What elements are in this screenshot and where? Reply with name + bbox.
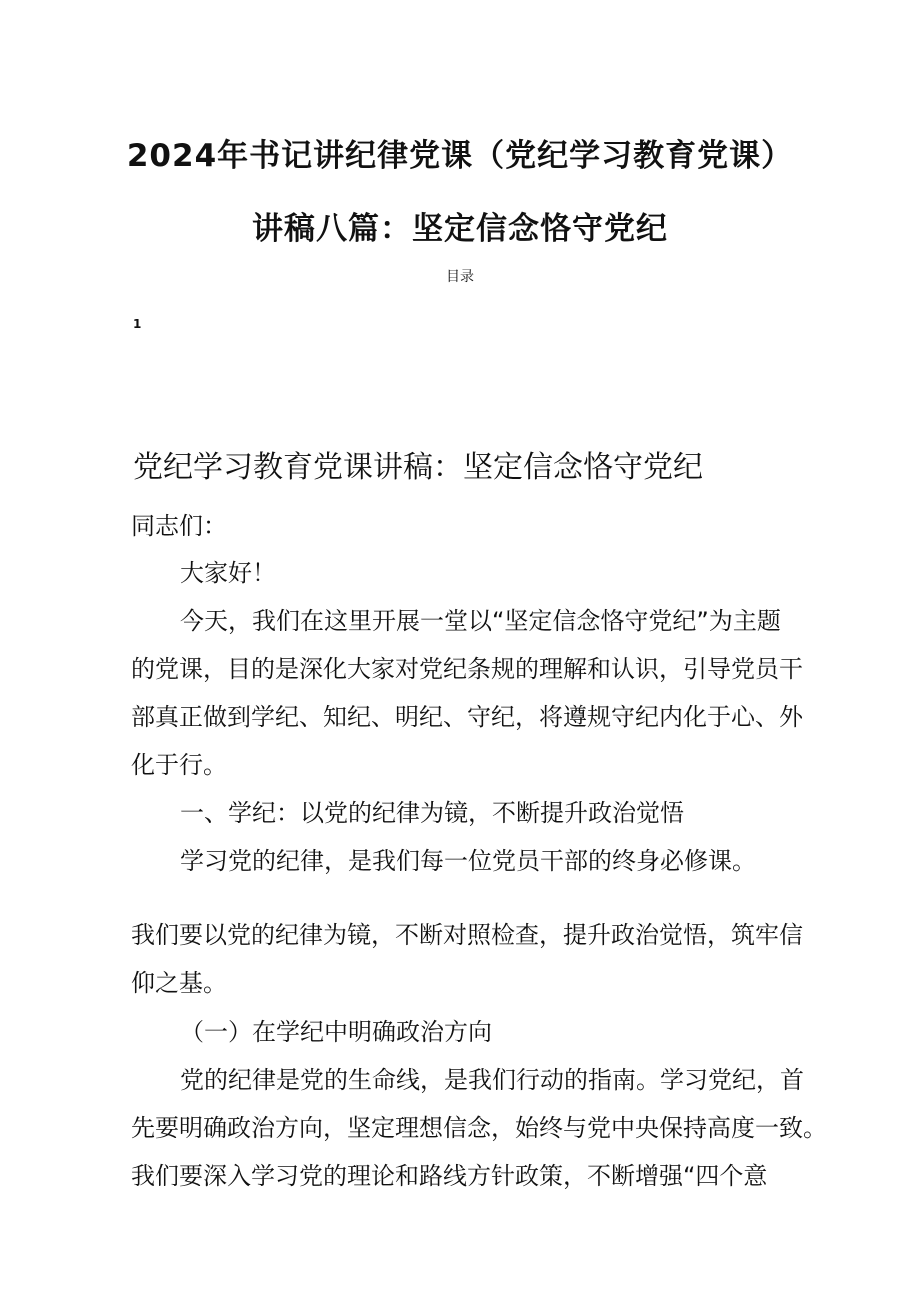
body-line: 部真正做到学纪、知纪、明纪、守纪，将遵规守纪内化于心、外 xyxy=(131,703,803,731)
subsection-heading: （一）在学纪中明确政治方向 xyxy=(180,1018,492,1046)
body-line: 我们要以党的纪律为镜，不断对照检查，提升政治觉悟，筑牢信 xyxy=(131,921,803,949)
body-line: 同志们： xyxy=(131,512,227,540)
document-title-line-1: 2024年书记讲纪律党课（党纪学习教育党课） xyxy=(126,138,794,174)
subsection-heading: 一、学纪：以党的纪律为镜，不断提升政治觉悟 xyxy=(180,799,684,827)
section-heading: 党纪学习教育党课讲稿：坚定信念恪守党纪 xyxy=(133,450,703,485)
body-line: 我们要深入学习党的理论和路线方针政策，不断增强“四个意 xyxy=(131,1162,768,1190)
body-line: 化于行。 xyxy=(131,751,227,779)
body-line: 大家好！ xyxy=(180,559,276,587)
body-line: 的党课，目的是深化大家对党纪条规的理解和认识，引导党员干 xyxy=(131,655,803,683)
toc-page-number: 1 xyxy=(133,317,142,331)
body-line: 先要明确政治方向，坚定理想信念，始终与党中央保持高度一致。 xyxy=(131,1114,827,1142)
document-title-line-2: 讲稿八篇：坚定信念恪守党纪 xyxy=(252,211,668,247)
body-line: 党的纪律是党的生命线，是我们行动的指南。学习党纪，首 xyxy=(180,1066,804,1094)
body-line: 学习党的纪律，是我们每一位党员干部的终身必修课。 xyxy=(180,847,756,875)
table-of-contents-label: 目录 xyxy=(446,269,474,285)
body-line: 今天，我们在这里开展一堂以“坚定信念恪守党纪”为主题 xyxy=(180,607,781,635)
body-line: 仰之基。 xyxy=(131,969,227,997)
